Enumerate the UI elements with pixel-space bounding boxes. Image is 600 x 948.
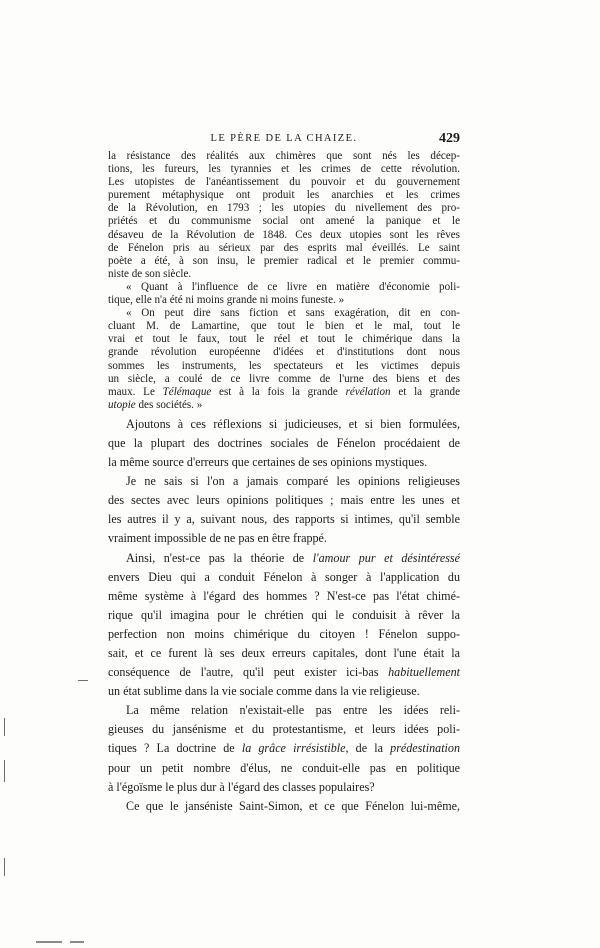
- text-line: désaveu de la Révolution de 1848. Ces deux utopies sont les rêves: [108, 228, 460, 241]
- text-run: Ainsi, n'est-ce pas la théorie de: [126, 550, 313, 565]
- scan-dash-mark: [78, 680, 88, 681]
- text-run: tiques ? La doctrine de: [108, 741, 242, 756]
- text-line: priétés et du communisme social ont amené la panique et le: [108, 215, 460, 228]
- scan-edge-mark: [4, 760, 5, 782]
- text-line: Ajoutons à ces réflexions si judicieuses, et si bien formulées,: [126, 416, 460, 431]
- text-line: [108, 399, 460, 412]
- scan-edge-mark: [4, 858, 5, 876]
- text-line: tions, les fureurs, les tyrannies et les crimes de cette révolution.: [108, 163, 460, 176]
- text-line: vraiment impossible de ne pas en être frappé.: [108, 531, 327, 546]
- text-line: un siècle, a coulé de ce livre comme de l'urne des biens et des: [108, 372, 460, 385]
- italic-term: révélation: [345, 385, 391, 398]
- text-run: des sociétés. »: [135, 398, 203, 411]
- text-line: des sectes avec leurs opinions politiques ; mais entre les unes et: [108, 493, 460, 508]
- text-line: purement métaphysique ont produit les anarchies et les crimes: [108, 189, 460, 202]
- scan-foot-mark: [70, 941, 84, 943]
- text-line: à l'égoïsme le plus dur à l'égard des classes populaires?: [108, 779, 375, 794]
- text-line: vrai et tout le faux, tout le réel et tout le chimérique dans la: [108, 333, 460, 346]
- text-line: gieuses du jansénisme et du protestantisme, et leurs idées poli-: [108, 722, 460, 737]
- text-run: est à la fois la grande: [211, 385, 346, 398]
- text-line: de la Révolution, en 1793 ; les utopies du nivellement des pro-: [108, 202, 460, 215]
- text-line: la même source d'erreurs que certaines de ses opinions mystiques.: [108, 455, 428, 470]
- italic-term: l'amour pur et désintéressé: [312, 550, 460, 565]
- scan-edge-mark: [4, 718, 5, 736]
- text-line: La même relation n'existait-elle pas entre les idées reli-: [126, 703, 460, 718]
- text-line: poète a été, à son insu, le premier radical et le premier commu-: [108, 254, 460, 267]
- quote-paragraph-2: [108, 281, 460, 307]
- text-run: maux. Le: [108, 385, 163, 398]
- text-line: envers Dieu qui a conduit Fénelon à songer à l'application du: [108, 569, 460, 584]
- italic-term: utopie: [108, 398, 136, 411]
- text-line: les autres il y a, suivant nous, des rapports si intimes, qu'il semble: [108, 512, 460, 527]
- italic-term: la grâce irrésistible: [241, 741, 346, 756]
- quote-paragraph-3: [108, 307, 460, 412]
- text-line: « Quant à l'influence de ce livre en matière d'économie poli-: [126, 280, 460, 293]
- italic-title: Télémaque: [162, 385, 212, 398]
- page-number: 429: [439, 131, 460, 146]
- body-paragraph-3: [108, 549, 460, 702]
- scan-foot-mark: [36, 941, 62, 943]
- text-line: niste de son siècle.: [108, 267, 192, 280]
- text-line: sait, et ce furent là ses deux erreurs capitales, dont l'une était la: [108, 646, 460, 660]
- page-text: [108, 150, 460, 816]
- text-run: conséquence de l'autre, qu'il peut exister ici-bas: [108, 665, 389, 680]
- text-line: la résistance des réalités aux chimères que sont nés les décep-: [108, 150, 460, 162]
- text-line: perfection non moins chimérique du citoyen ! Fénelon suppo-: [108, 626, 460, 641]
- text-line: [108, 663, 460, 682]
- text-line: Je ne sais si l'on a jamais comparé les opinions religieuses: [126, 474, 460, 489]
- text-line: cluant M. de Lamartine, que tout le bien et le mal, tout le: [108, 320, 460, 333]
- text-line: [108, 549, 460, 568]
- text-line: de Fénelon pris au sérieux par des esprits mal éveillés. Le saint: [108, 241, 460, 254]
- running-title: LE PÈRE DE LA CHAIZE.: [210, 133, 358, 144]
- body-passage: [108, 415, 460, 816]
- text-line: rique qu'il imagina pour le chrétien qui le conduisit à rêver la: [108, 607, 460, 622]
- text-line: sommes les instruments, les spectateurs et les victimes depuis: [108, 359, 460, 372]
- body-paragraph-5: [108, 797, 460, 816]
- text-run: et la grande: [390, 385, 461, 398]
- body-paragraph-4: [108, 701, 460, 796]
- italic-term: prédestination: [390, 741, 461, 756]
- body-paragraph-2: [108, 472, 460, 548]
- text-line: « On peut dire sans fiction et sans exagération, dit en con-: [126, 307, 460, 320]
- text-line: Les utopistes de l'anéantissement du pouvoir et du gouvernement: [108, 176, 460, 189]
- text-line: tique, elle n'a été ni moins grande ni moins funeste. »: [108, 294, 345, 307]
- text-line: même système à l'égard des hommes ? N'est-ce pas l'état chimé-: [108, 588, 460, 603]
- body-paragraph-1: [108, 415, 460, 472]
- text-line: Ce que le janséniste Saint-Simon, et ce que Fénelon lui-même,: [126, 798, 460, 813]
- text-line: pour un petit nombre d'élus, ne conduit-elle pas en politique: [108, 760, 460, 775]
- quoted-passage: [108, 150, 460, 412]
- page-header: [108, 132, 460, 148]
- text-line: un état sublime dans la vie sociale comme dans la vie religieuse.: [108, 684, 420, 699]
- text-line: que la plupart des doctrines sociales de Fénelon procédaient de: [108, 435, 460, 450]
- text-line: [108, 386, 460, 399]
- text-run: , de la: [345, 741, 391, 756]
- text-line: grande révolution européenne d'idées et d'institutions dont nous: [108, 346, 460, 359]
- italic-term: habituellement: [388, 665, 460, 680]
- quote-paragraph-1: [108, 150, 460, 281]
- text-line: [108, 739, 460, 758]
